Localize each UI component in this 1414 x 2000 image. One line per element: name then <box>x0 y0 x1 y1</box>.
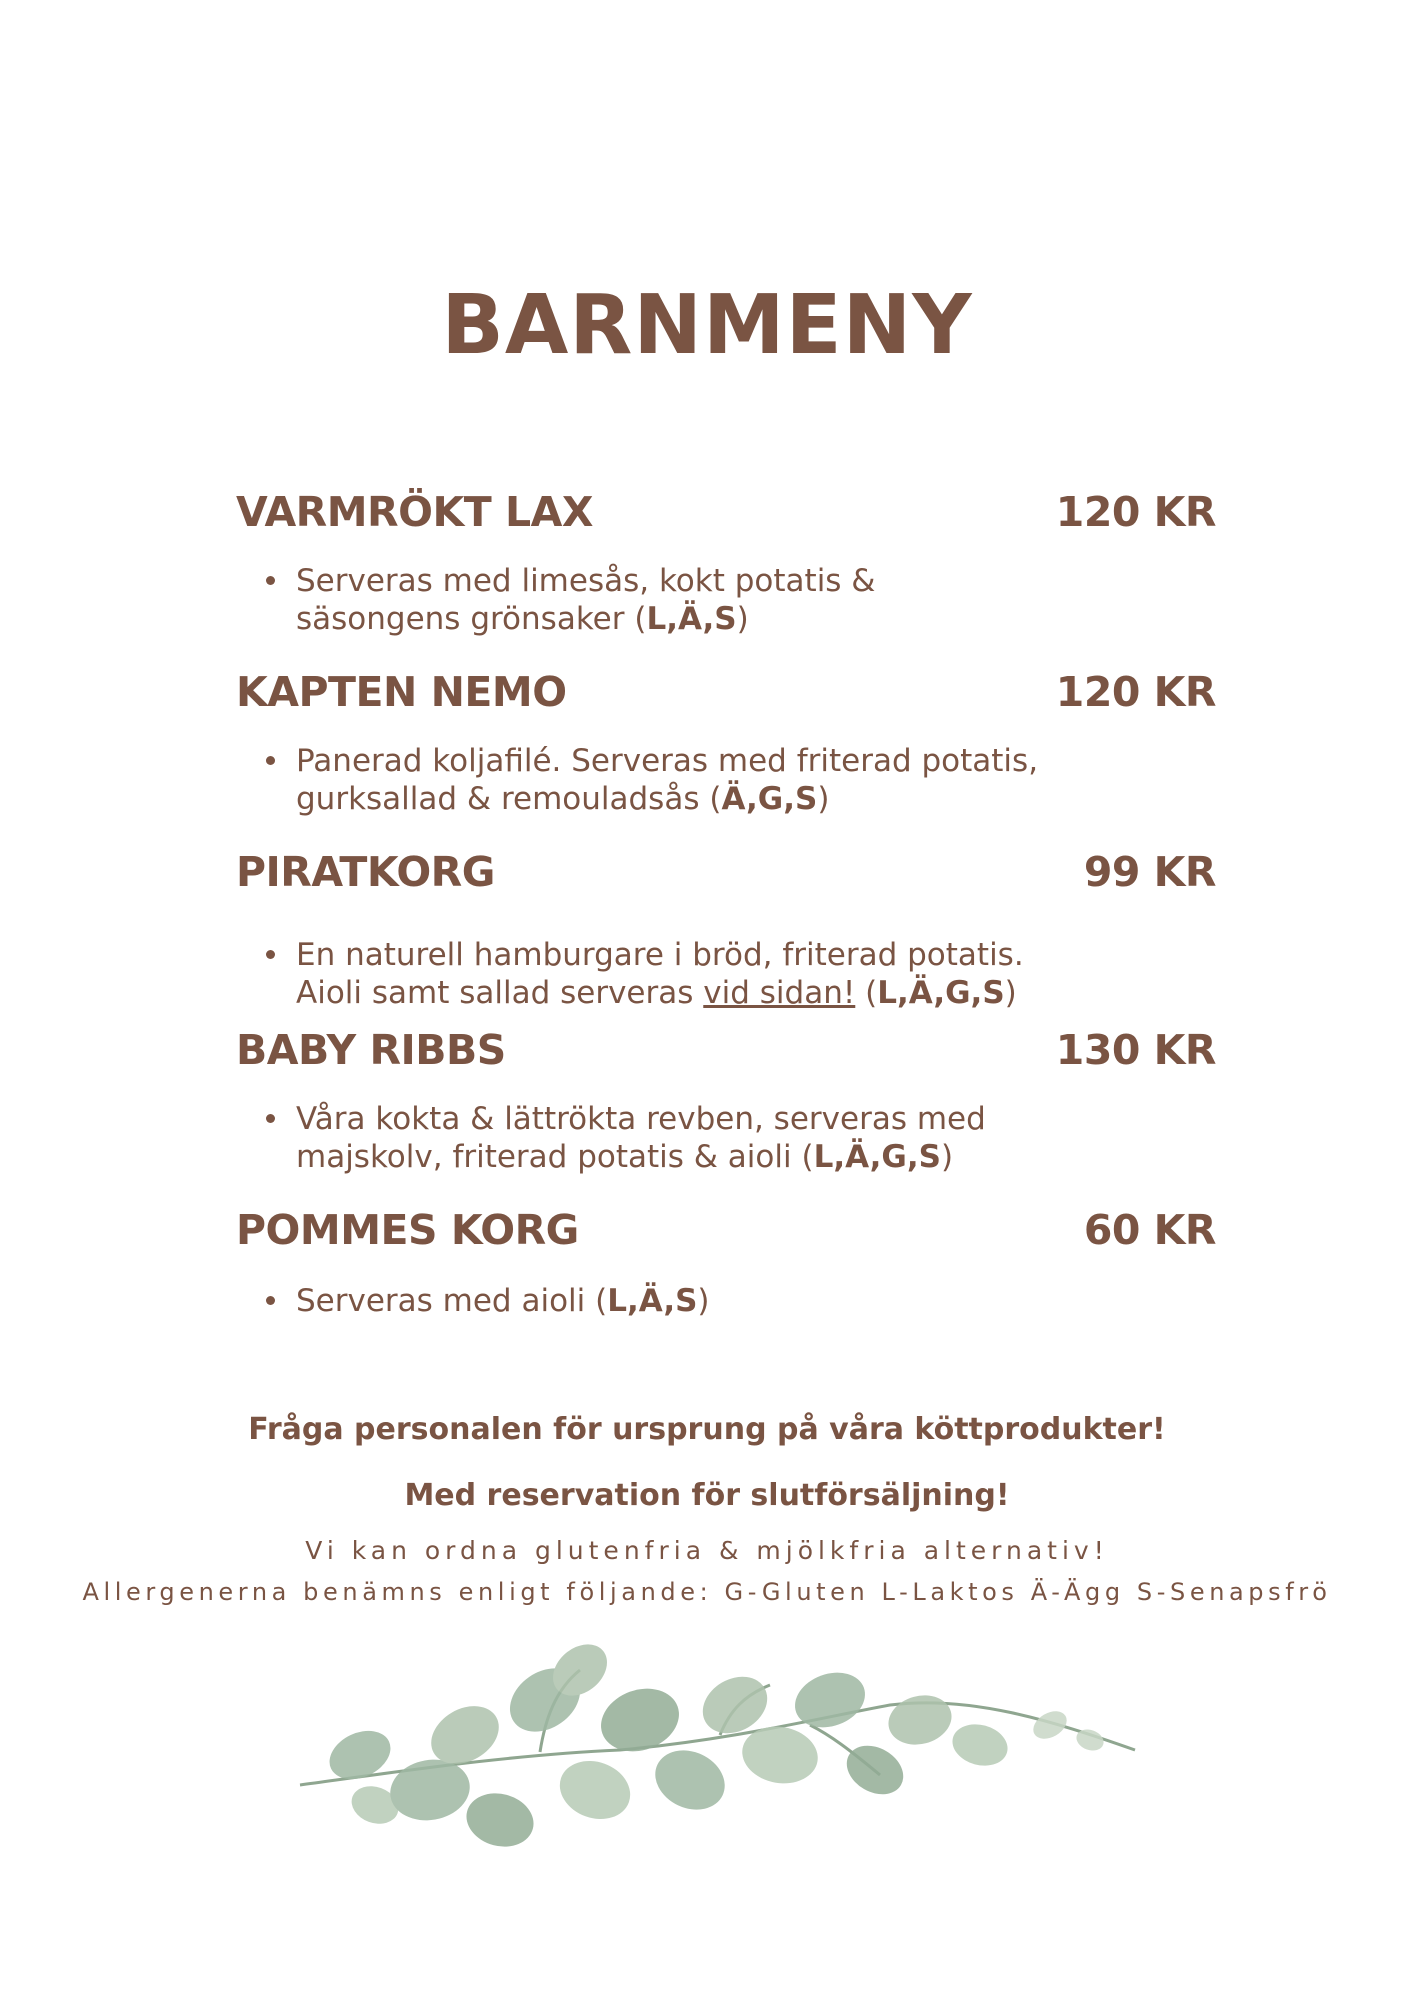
allergen-codes: Ä,G,S <box>721 781 818 817</box>
menu-item <box>236 1026 1216 1176</box>
side-note-link: vid sidan! <box>703 975 856 1011</box>
bullet-icon <box>266 1114 275 1123</box>
description-text: ) <box>817 781 830 817</box>
allergen-codes: L,Ä,S <box>646 601 737 637</box>
menu-item-description <box>296 936 1056 1012</box>
description-line <box>296 1282 1056 1320</box>
menu-item-name: POMMES KORG <box>236 1206 579 1254</box>
menu-item-price: 120 KR <box>1055 488 1216 536</box>
description-line: Våra kokta & lättrökta revben, serveras med <box>296 1101 986 1137</box>
allergen-codes: L,Ä,S <box>607 1283 698 1319</box>
description-line: Panerad koljafilé. Serveras med friterad potatis, <box>296 743 1039 779</box>
description-text: Aioli samt sallad serveras <box>296 975 704 1011</box>
description-text: ) <box>736 601 749 637</box>
menu-item-description <box>296 742 1056 818</box>
menu-item <box>236 668 1216 818</box>
description-line: Serveras med limesås, kokt potatis & <box>296 563 876 599</box>
bullet-icon <box>266 1296 275 1305</box>
menu-item-name: BABY RIBBS <box>236 1026 506 1074</box>
description-text: majskolv, friterad potatis & aioli ( <box>296 1139 814 1175</box>
menu-item-price: 60 KR <box>1083 1206 1216 1254</box>
description-text: säsongens grönsaker ( <box>296 601 647 637</box>
menu-item <box>236 848 1216 1012</box>
alternatives-note: Vi kan ordna glutenfria & mjölkfria alternativ! <box>305 1536 1109 1565</box>
description-line <box>296 1138 1056 1176</box>
description-text: ( <box>855 975 878 1011</box>
description-text: ) <box>697 1283 710 1319</box>
bullet-icon <box>266 756 275 765</box>
menu-item-description <box>296 562 1056 638</box>
menu-title: BARNMENY <box>441 278 973 373</box>
menu-item <box>236 1206 1216 1320</box>
menu-item-description <box>296 1282 1056 1320</box>
allergen-legend: Allergenerna benämns enligt följande: G-Gluten L-Laktos Ä-Ägg S-Senapsfrö <box>82 1578 1332 1606</box>
eucalyptus-branch-icon <box>290 1640 1140 1870</box>
description-text: ) <box>940 1139 954 1175</box>
bullet-icon <box>266 576 275 585</box>
description-text: gurksallad & remouladsås ( <box>296 781 722 817</box>
menu-item-price: 130 KR <box>1055 1026 1216 1074</box>
description-line <box>296 600 1056 638</box>
menu-item-name: KAPTEN NEMO <box>236 668 567 716</box>
allergen-codes: L,Ä,G,S <box>877 975 1005 1011</box>
description-text: Serveras med aioli ( <box>296 1283 608 1319</box>
description-line <box>296 780 1056 818</box>
reservation-note: Med reservation för slutförsäljning! <box>404 1478 1010 1513</box>
menu-item-price: 120 KR <box>1055 668 1216 716</box>
menu-item <box>236 488 1216 638</box>
menu-item-description <box>296 1100 1056 1176</box>
bullet-icon <box>266 950 275 959</box>
menu-item-price: 99 KR <box>1083 848 1216 896</box>
description-line: En naturell hamburgare i bröd, friterad potatis. <box>296 937 1024 973</box>
menu-item-name: PIRATKORG <box>236 848 495 896</box>
menu-item-name: VARMRÖKT LAX <box>236 488 593 536</box>
allergen-codes: L,Ä,G,S <box>813 1139 941 1175</box>
description-text: ) <box>1004 975 1017 1011</box>
origin-note: Fråga personalen för ursprung på våra köttprodukter! <box>248 1412 1166 1447</box>
description-line <box>296 974 1056 1012</box>
